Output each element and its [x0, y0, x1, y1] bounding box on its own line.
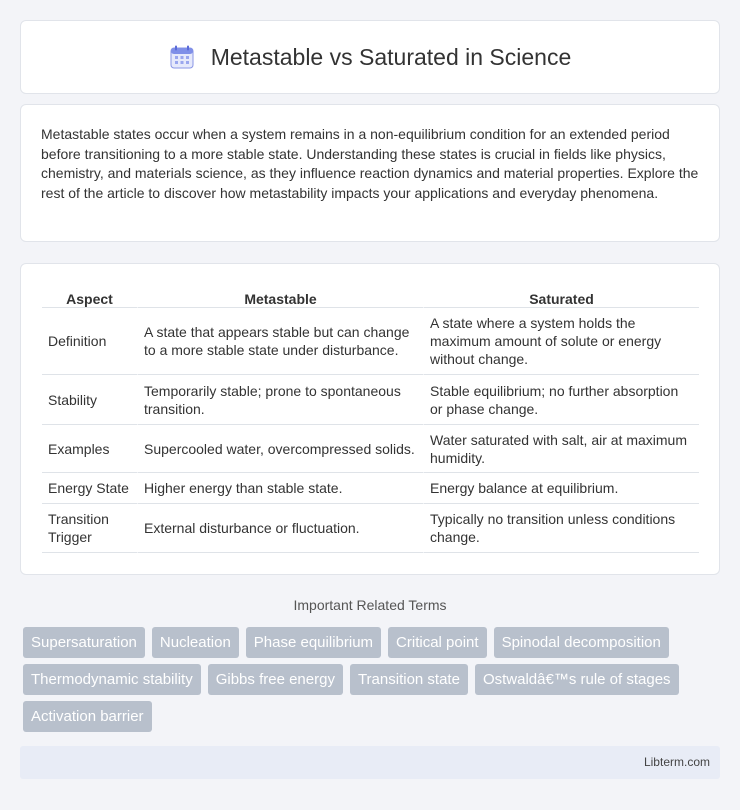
row-metastable: Temporarily stable; prone to spontaneous transition. [137, 375, 423, 425]
table-header-row [42, 286, 699, 308]
tag-gibbs-free-energy[interactable]: Gibbs free energy [208, 664, 343, 695]
intro-paragraph: Metastable states occur when a system remains in a non-equilibrium condition for an extended period before transitioning to a more stable state. Understanding these states is crucial in fields like physics, chemistry, and materials science, as they influence reaction dynamics and material properties. Explore the rest of the article to discover how metastability impacts your applications and everyday phenomena. [41, 126, 699, 201]
page-title: Metastable vs Saturated in Science [210, 43, 572, 70]
tag-nucleation[interactable]: Nucleation [152, 627, 239, 658]
table-row [42, 504, 699, 553]
table-row [42, 308, 699, 375]
tag-supersaturation[interactable]: Supersaturation [23, 627, 145, 658]
header-saturated: Saturated [423, 286, 699, 308]
tag-transition-state[interactable]: Transition state [350, 664, 468, 695]
header-aspect: Aspect [42, 286, 137, 308]
row-metastable: External disturbance or fluctuation. [137, 504, 423, 553]
row-aspect: Examples [42, 425, 137, 473]
tag-phase-equilibrium[interactable]: Phase equilibrium [246, 627, 381, 658]
table-row [42, 425, 699, 473]
tag-critical-point[interactable]: Critical point [388, 627, 487, 658]
row-metastable: Supercooled water, overcompressed solids. [137, 425, 423, 473]
row-metastable: A state that appears stable but can change to a more stable state under disturbance. [137, 308, 423, 375]
footer [20, 746, 720, 779]
row-metastable: Higher energy than stable state. [137, 473, 423, 504]
comparison-table [42, 286, 699, 553]
table-row [42, 473, 699, 504]
title-card [20, 20, 720, 94]
row-saturated: Water saturated with salt, air at maximum humidity. [423, 425, 699, 473]
tag-ostwalds-rule[interactable]: Ostwaldâ€™s rule of stages [475, 664, 679, 695]
intro-card [20, 104, 720, 242]
tag-thermodynamic-stability[interactable]: Thermodynamic stability [23, 664, 201, 695]
row-saturated: Stable equilibrium; no further absorption or phase change. [423, 375, 699, 425]
row-aspect: Energy State [42, 473, 137, 504]
tag-spinodal-decomposition[interactable]: Spinodal decomposition [494, 627, 669, 658]
tag-activation-barrier[interactable]: Activation barrier [23, 701, 152, 732]
header-metastable: Metastable [137, 286, 423, 308]
table-row [42, 375, 699, 425]
row-saturated: Energy balance at equilibrium. [423, 473, 699, 504]
related-terms-list [23, 627, 723, 738]
comparison-card [20, 263, 720, 575]
row-aspect: Definition [42, 308, 137, 375]
row-saturated: A state where a system holds the maximum amount of solute or energy without change. [423, 308, 699, 375]
footer-site-link[interactable]: Libterm.com [643, 755, 710, 769]
calendar-icon [169, 44, 195, 70]
related-terms-heading: Important Related Terms [293, 597, 447, 613]
row-aspect: Stability [42, 375, 137, 425]
row-saturated: Typically no transition unless conditions change. [423, 504, 699, 553]
row-aspect: Transition Trigger [42, 504, 137, 553]
